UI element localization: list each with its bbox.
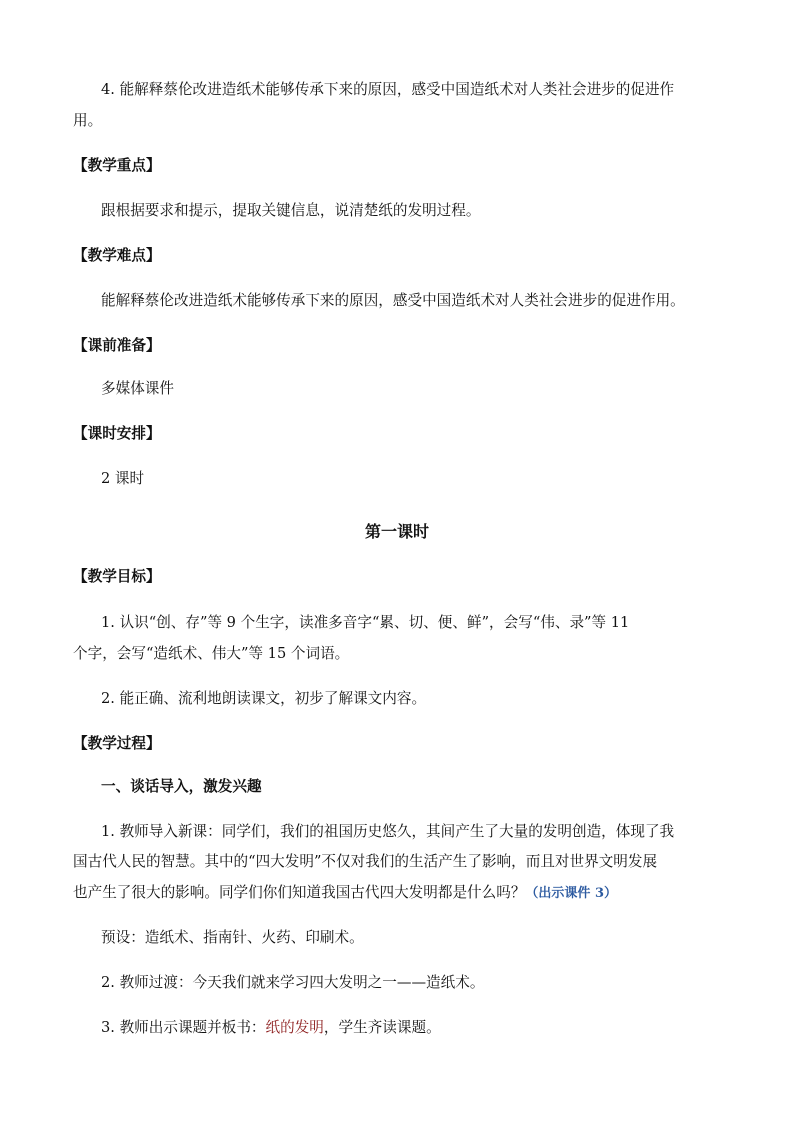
objectives-heading: 【教学目标】 <box>73 568 161 585</box>
section-1-title: 一、谈话导入，激发兴趣 <box>101 778 262 795</box>
objective-1-line-1: 1. 认识“创、存”等 9 个生字，读准多音字“累、切、便、鲜”，会写“伟、录”等 11 <box>101 614 630 631</box>
difficulties-heading: 【教学难点】 <box>73 247 161 264</box>
schedule-text: 2 课时 <box>101 470 145 487</box>
step-3-after: ，学生齐读课题。 <box>323 1019 441 1036</box>
step-3 <box>101 1018 761 1038</box>
preparation-text: 多媒体课件 <box>101 380 174 397</box>
objective-1-line-2: 个字，会写“造纸术、伟大”等 15 个词语。 <box>73 645 350 662</box>
step-1-line-1: 1. 教师导入新课：同学们，我们的祖国历史悠久，其间产生了大量的发明创造，体现了我 <box>101 823 675 840</box>
key-points-text: 跟根据要求和提示，提取关键信息，说清楚纸的发明过程。 <box>101 202 481 219</box>
goal-4-line-1: 4. 能解释蔡伦改进造纸术能够传承下来的原因，感受中国造纸术对人类社会进步的促进作 <box>101 81 675 98</box>
schedule-heading: 【课时安排】 <box>73 425 161 442</box>
step-1-line-2: 国古代人民的智慧。其中的“四大发明”不仅对我们的生活产生了影响，而且对世界文明发展 <box>73 853 658 870</box>
goal-4-line-2: 用。 <box>73 112 103 129</box>
step-1-line-3-text: 也产生了很大的影响。同学们你们知道我国古代四大发明都是什么吗？ <box>73 884 526 901</box>
step-2: 2. 教师过渡：今天我们就来学习四大发明之一——造纸术。 <box>101 974 485 991</box>
key-points-heading: 【教学重点】 <box>73 157 161 174</box>
process-heading: 【教学过程】 <box>73 735 161 752</box>
preparation-heading: 【课前准备】 <box>73 337 161 354</box>
difficulties-text: 能解释蔡伦改进造纸术能够传承下来的原因，感受中国造纸术对人类社会进步的促进作用。 <box>101 292 685 309</box>
preset-answer: 预设：造纸术、指南针、火药、印刷术。 <box>101 929 364 946</box>
step-1-line-3 <box>73 883 733 904</box>
courseware-note: （出示课件 3） <box>525 886 617 901</box>
lesson-title: 第一课时 <box>364 522 429 541</box>
objective-2: 2. 能正确、流利地朗读课文，初步了解课文内容。 <box>101 690 427 707</box>
lesson-title-highlight: 纸的发明 <box>265 1019 324 1036</box>
step-3-before: 3. 教师出示课题并板书： <box>101 1019 266 1036</box>
